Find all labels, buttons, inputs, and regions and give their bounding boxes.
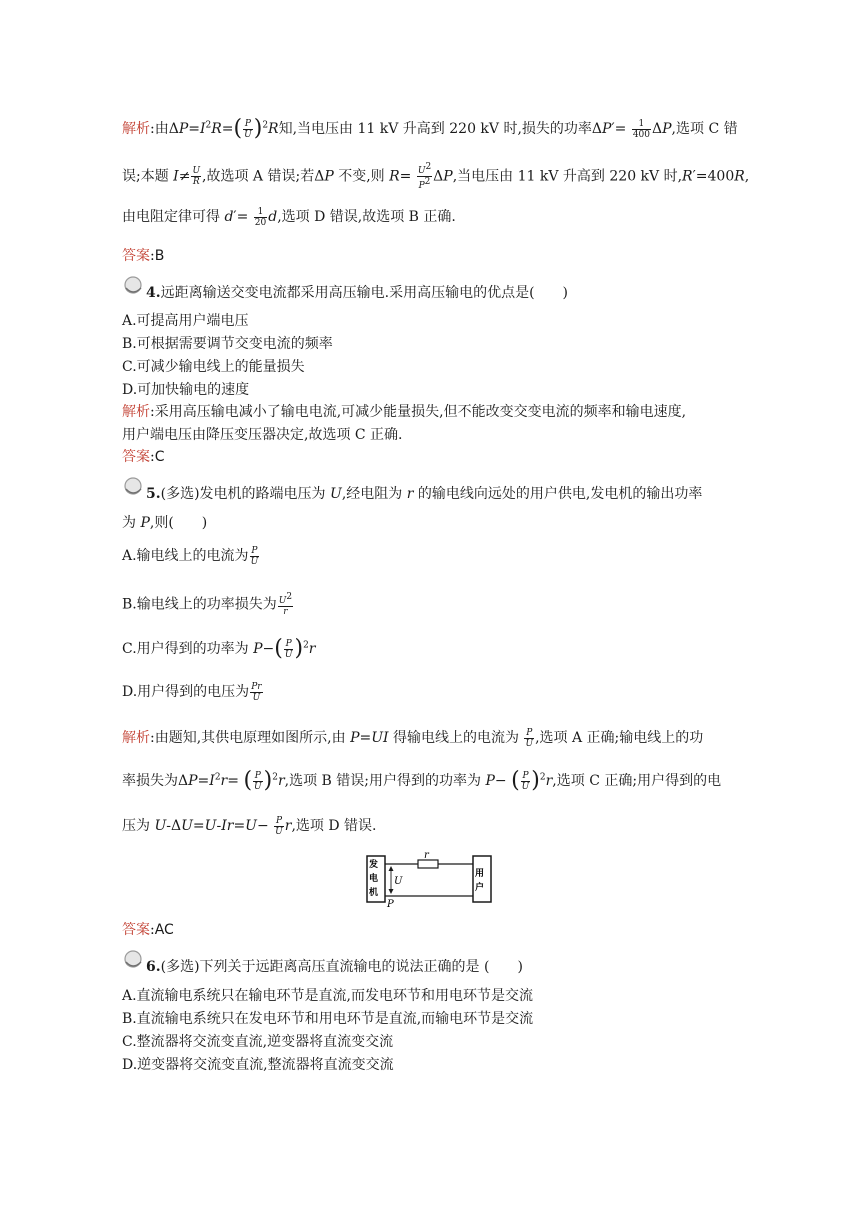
question-bullet-icon <box>122 477 144 497</box>
q6-option-b: B.直流输电系统只在发电环节和用电环节是直流,而输电环节是交流 <box>122 1011 534 1027</box>
power-label: P <box>387 899 394 908</box>
q5-option-c: C.用户得到的功率为 P−( $\frac{P}{U}$ )$^2$r <box>122 636 316 661</box>
q6-stem: 6.(多选)下列关于远距离高压直流输电的说法正确的是 ( ) <box>146 959 523 975</box>
analysis-label: 解析 <box>122 121 150 137</box>
q3-answer-value: B <box>154 248 165 264</box>
user-char-1: 用 <box>475 869 485 879</box>
generator-char-3: 机 <box>369 888 379 898</box>
q5-option-a: A.输电线上的电流为 $\frac{P}{U}$ <box>122 545 259 567</box>
voltage-label: U <box>394 876 403 887</box>
q4-stem: 4.远距离输送交变电流都采用高压输电.采用高压输电的优点是( ) <box>146 285 568 301</box>
q5-analysis-line-1: 解析:由题知,其供电原理如图所示,由 P=UI 得输电线上的电流为 $\frac{P}{U}$ ,选项 A 正确;输电线上的功 <box>122 727 704 749</box>
q6-option-d: D.逆变器将交流变直流,整流器将直流变交流 <box>122 1057 394 1073</box>
q4-analysis-line-1: 解析:采用高压输电减小了输电电流,可减少能量损失,但不能改变交变电流的频率和输电速度, <box>122 404 687 420</box>
q5-analysis-line-2: 率损失为$\Delta P=I^2r=$ ( $\frac{P}{U}$ )$^2$r,选项 B 错误;用户得到的功率为 P− ( $\frac{P}{U}$ )$^2$r,选项 C 正确;用户得到的电 <box>122 768 722 793</box>
resistor-symbol <box>418 860 438 868</box>
q4-analysis-line-2: 用户端电压由降压变压器决定,故选项 C 正确. <box>122 427 403 443</box>
q6-option-c: C.整流器将交流变直流,逆变器将直流变交流 <box>122 1034 394 1050</box>
q4-option-a: A.可提高用户端电压 <box>122 313 249 329</box>
circuit-diagram <box>365 852 495 908</box>
q3-analysis-line-1: 解析:由$\Delta P=I^2R=$( $\frac{P}{U}$ )$^2$R知,当电压由 11 kV 升高到 220 kV 时,损失的功率ΔP′= $\frac{1}{400}$ ΔP,选项 C 错 <box>122 116 738 141</box>
q6-option-a: A.直流输电系统只在输电环节是直流,而发电环节和用电环节是交流 <box>122 988 534 1004</box>
q3-answer: 答案:B <box>122 248 165 264</box>
resistor-label: r <box>424 852 429 861</box>
q3-analysis-line-2: 误;本题 I≠ $\frac{U}{R}$ ,故选项 A 错误;若ΔP 不变,则 R= $\frac{U^2}{P^2}$ ΔP,当电压由 11 kV 升高到 220 kV 时,R′=400R, <box>122 162 750 191</box>
q5-stem-line-1: 5.(多选)发电机的路端电压为 U,经电阻为 r 的输电线向远处的用户供电,发电机的输出功率 <box>146 486 703 502</box>
user-box <box>473 856 491 902</box>
question-bullet-icon <box>122 950 144 970</box>
q4-answer: 答案:C <box>122 449 165 465</box>
q5-analysis-line-3: 压为 U-ΔU=U-Ir=U− $\frac{P}{U}$ r,选项 D 错误. <box>122 815 377 837</box>
q5-option-b: B.输电线上的功率损失为 $\frac{U^2}{r}$ <box>122 592 293 617</box>
q4-option-c: C.可减少输电线上的能量损失 <box>122 359 305 375</box>
q5-stem-line-2: 为 P,则( ) <box>122 515 208 531</box>
generator-char-2: 电 <box>369 874 379 884</box>
q5-option-d: D.用户得到的电压为 $\frac{Pr}{U}$ <box>122 681 262 703</box>
q4-option-d: D.可加快输电的速度 <box>122 382 250 398</box>
q4-option-b: B.可根据需要调节交变电流的频率 <box>122 336 333 352</box>
generator-char-1: 发 <box>369 860 379 870</box>
q3-analysis-line-3: 由电阻定律可得 d′= $\frac{1}{20}$ d,选项 D 错误,故选项 B 正确. <box>122 206 456 228</box>
question-bullet-icon <box>122 276 144 296</box>
q5-answer: 答案:AC <box>122 922 174 938</box>
user-char-2: 户 <box>475 883 485 893</box>
